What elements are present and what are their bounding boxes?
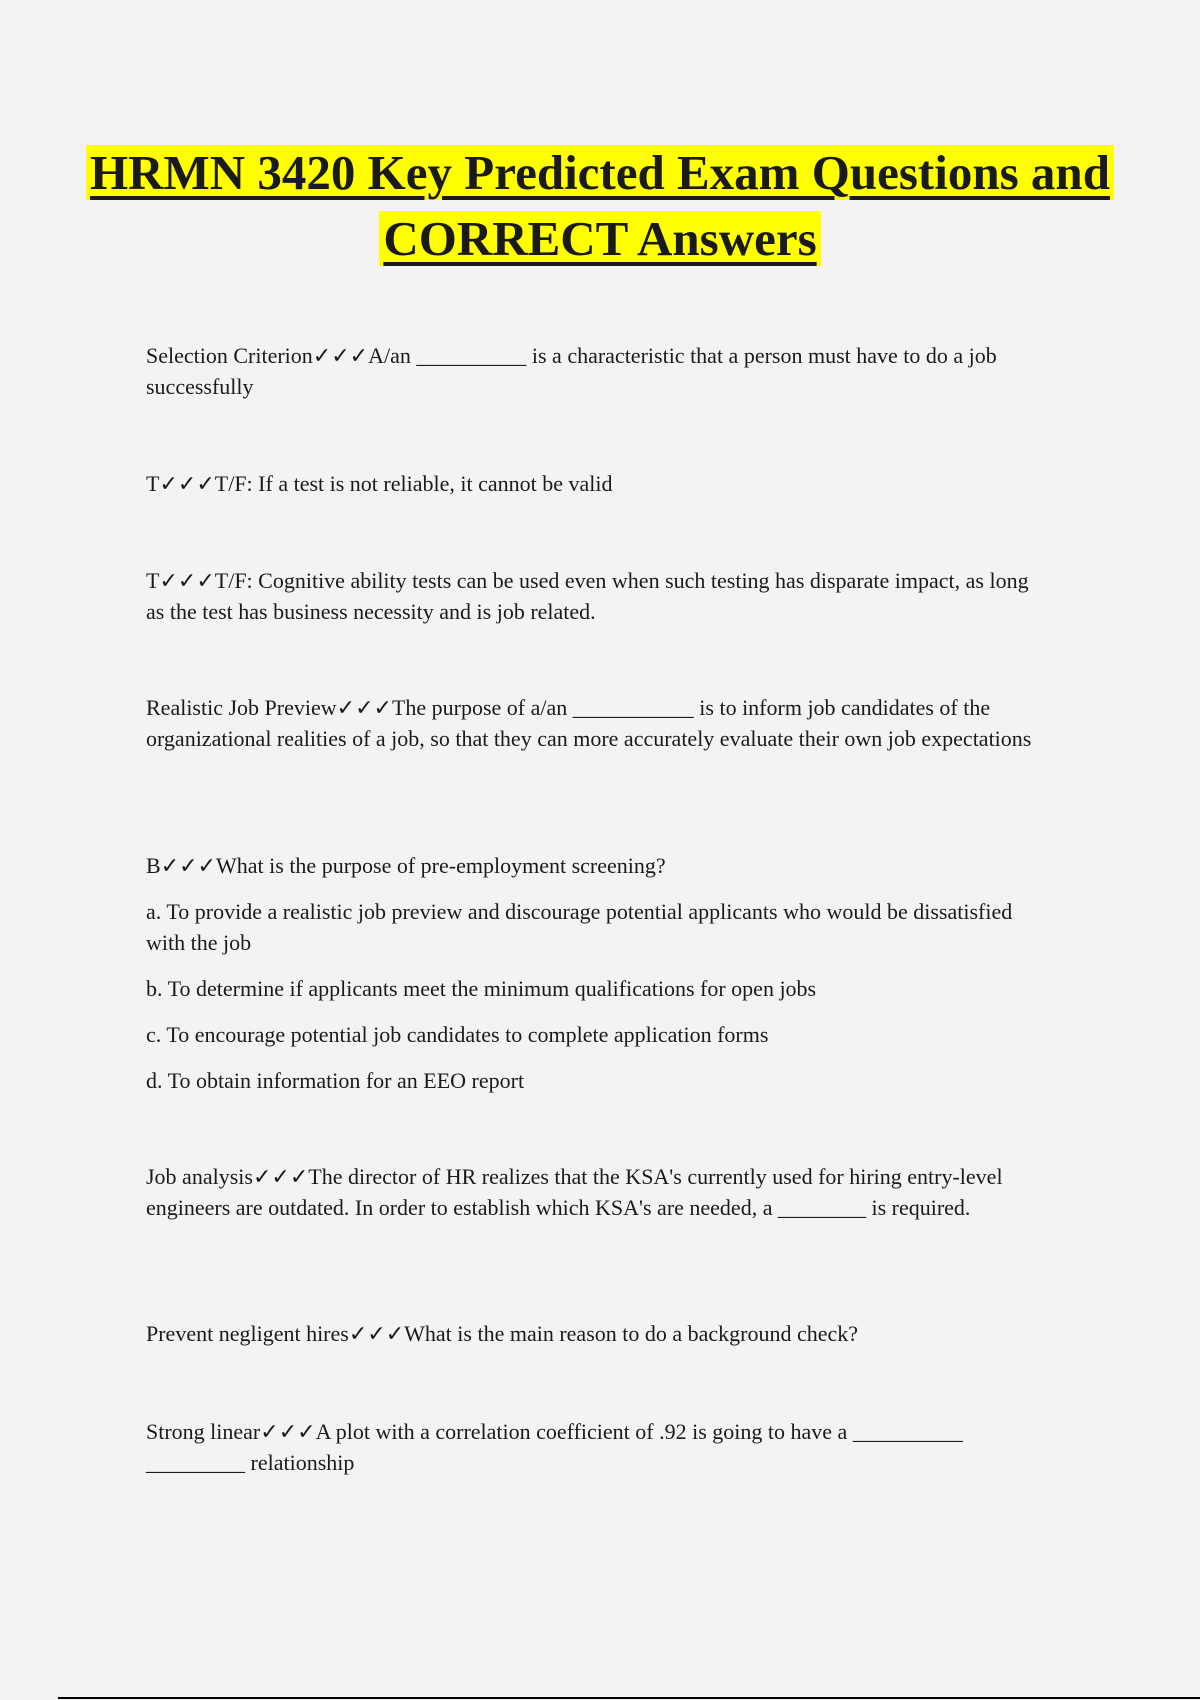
answer-text: Selection Criterion [146, 343, 313, 368]
qa-item [146, 1416, 1046, 1478]
answer-text: Prevent negligent hires [146, 1321, 349, 1346]
qa-text [146, 1318, 1046, 1349]
answer-blank: __________ [852, 1419, 963, 1444]
document-title [0, 140, 1200, 272]
title-text: HRMN 3420 Key Predicted Exam Questions and CORRECT Answers [86, 145, 1114, 266]
check-marks: ✓✓✓ [159, 471, 215, 496]
check-marks: ✓✓✓ [159, 568, 215, 593]
question-text: relationship [245, 1450, 355, 1475]
qa-text [146, 340, 1046, 402]
answer-blank: __________ [416, 343, 527, 368]
question-text: The director of HR realizes that the KSA's currently used for hiring entry-level engineers are outdated. In order to establish which KSA's are needed, a [146, 1164, 1003, 1220]
answer-text: T [146, 568, 160, 593]
qa-text [146, 565, 1046, 627]
qa-text [146, 468, 1046, 499]
option-d: d. To obtain information for an EEO report [146, 1068, 525, 1093]
qa-item [146, 1318, 1046, 1349]
qa-item [146, 468, 1046, 499]
question-text: A/an [368, 343, 417, 368]
check-marks: ✓✓✓ [260, 1419, 316, 1444]
check-marks: ✓✓✓ [252, 1164, 309, 1189]
question-text: is required. [865, 1195, 971, 1220]
qa-text [146, 692, 1046, 754]
option-a: a. To provide a realistic job preview and discourage potential applicants who would be dissatisfied with the job [146, 899, 1013, 955]
answer-text: T [146, 471, 160, 496]
qa-item [146, 850, 1046, 1096]
qa-item [146, 692, 1046, 754]
question-text: A plot with a correlation coefficient of .92 is going to have a [315, 1419, 853, 1444]
qa-item [146, 340, 1046, 402]
qa-item [146, 1161, 1046, 1223]
question-text: T/F: If a test is not reliable, it cannot be valid [214, 471, 613, 496]
check-marks: ✓✓✓ [348, 1321, 405, 1346]
answer-blank: _________ [146, 1450, 245, 1475]
answer-text: Realistic Job Preview [146, 695, 337, 720]
qa-text [146, 1161, 1046, 1223]
answer-text: B [146, 853, 161, 878]
question-text: The purpose of a/an [391, 695, 573, 720]
question-text: T/F: Cognitive ability tests can be used even when such testing has disparate impact, as long as the test has business necessity and is job related. [146, 568, 1029, 624]
question-text: is to inform job candidates of the organizational realities of a job, so that they can more accurately evaluate their own job expectations [146, 695, 1032, 751]
answer-blank: ___________ [572, 695, 694, 720]
answer-blank: ________ [777, 1195, 866, 1220]
check-marks: ✓✓✓ [336, 695, 392, 720]
question-text: What is the purpose of pre-employment screening? [216, 853, 666, 878]
check-marks: ✓✓✓ [312, 343, 369, 368]
answer-text: Job analysis [146, 1164, 253, 1189]
qa-item [146, 565, 1046, 627]
check-marks: ✓✓✓ [160, 853, 216, 878]
qa-text [146, 1416, 1046, 1478]
question-text: is a characteristic that a person must have to do a job successfully [146, 343, 997, 399]
question-text: What is the main reason to do a background check? [404, 1321, 859, 1346]
option-b: b. To determine if applicants meet the minimum qualifications for open jobs [146, 976, 817, 1001]
answer-text: Strong linear [146, 1419, 261, 1444]
page-bottom-rule [58, 1697, 1200, 1699]
qa-text [146, 850, 1046, 881]
option-c: c. To encourage potential job candidates to complete application forms [146, 1022, 769, 1047]
